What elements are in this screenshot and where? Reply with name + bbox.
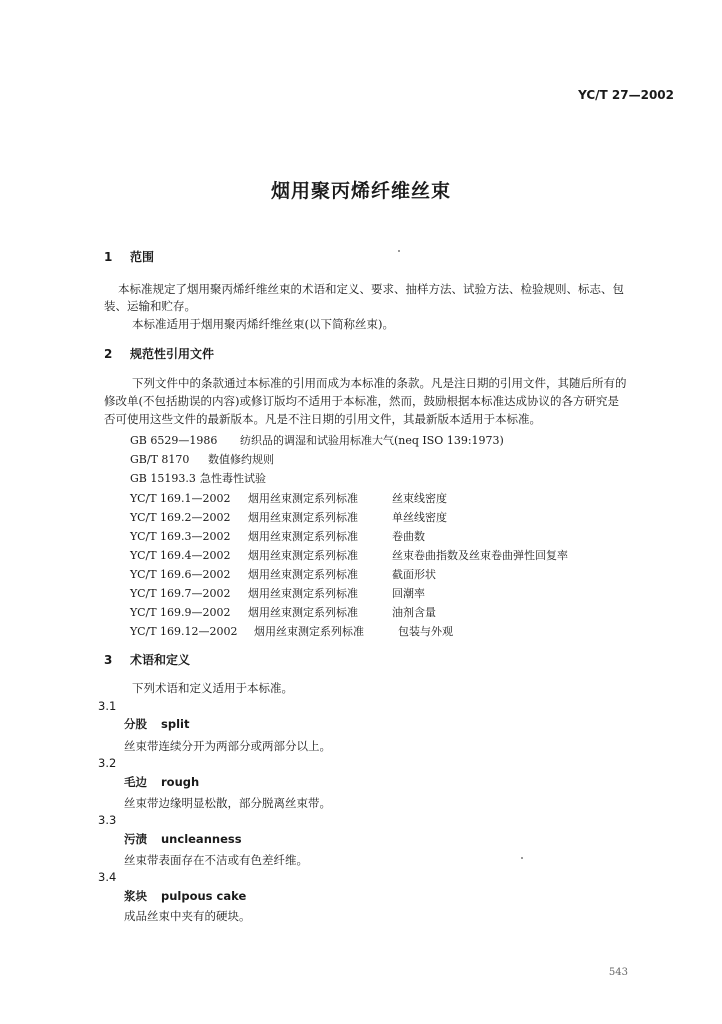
term-zh: 分股 bbox=[124, 717, 147, 731]
reference-code: YC/T 169.2—2002 bbox=[130, 511, 231, 524]
reference-code: YC/T 169.9—2002 bbox=[130, 606, 231, 619]
reference-title: 丝束卷曲指数及丝束卷曲弹性回复率 bbox=[392, 549, 568, 562]
section-title: 范围 bbox=[130, 250, 155, 264]
term-heading bbox=[124, 831, 242, 847]
reference-code: YC/T 169.3—2002 bbox=[130, 530, 231, 543]
scan-speck bbox=[398, 250, 400, 252]
term-number: 3.3 bbox=[98, 813, 117, 827]
reference-item bbox=[130, 604, 436, 620]
reference-code: YC/T 169.1—2002 bbox=[130, 492, 231, 505]
term-definition: 丝束带连续分开为两部分或两部分以上。 bbox=[124, 739, 331, 753]
section-number: 2 bbox=[104, 347, 113, 361]
term-definition: 丝束带表面存在不洁或有色差纤维。 bbox=[124, 853, 308, 867]
reference-code: GB/T 8170 bbox=[130, 453, 190, 466]
reference-series: 烟用丝束测定系列标准 bbox=[248, 587, 358, 600]
term-number: 3.2 bbox=[98, 756, 117, 770]
reference-title: 急性毒性试验 bbox=[200, 472, 266, 485]
s2-para-line3: 否可使用这些文件的最新版本。凡是不注日期的引用文件，其最新版本适用于本标准。 bbox=[104, 412, 541, 426]
term-number: 3.1 bbox=[98, 699, 117, 713]
reference-series: 烟用丝束测定系列标准 bbox=[248, 492, 358, 505]
reference-item bbox=[130, 528, 425, 544]
term-definition: 成品丝束中夹有的硬块。 bbox=[124, 909, 251, 923]
standard-code: YC/T 27—2002 bbox=[578, 88, 674, 102]
section-title: 术语和定义 bbox=[130, 653, 191, 667]
reference-item bbox=[130, 470, 266, 486]
reference-code: YC/T 169.7—2002 bbox=[130, 587, 231, 600]
section-1-heading bbox=[104, 248, 154, 265]
reference-code: YC/T 169.12—2002 bbox=[130, 625, 238, 638]
s3-intro: 下列术语和定义适用于本标准。 bbox=[132, 681, 293, 695]
reference-item bbox=[130, 509, 447, 525]
s2-para-line1: 下列文件中的条款通过本标准的引用而成为本标准的条款。凡是注日期的引用文件，其随后所有的 bbox=[132, 376, 627, 390]
term-zh: 污渍 bbox=[124, 832, 147, 846]
scan-speck bbox=[521, 857, 523, 859]
reference-item bbox=[130, 585, 425, 601]
reference-title: 数值修约规则 bbox=[208, 453, 274, 466]
reference-series: 烟用丝束测定系列标准 bbox=[248, 511, 358, 524]
reference-title: 回潮率 bbox=[392, 587, 425, 600]
term-heading bbox=[124, 774, 199, 790]
reference-series: 烟用丝束测定系列标准 bbox=[254, 625, 364, 638]
term-en: uncleanness bbox=[161, 832, 242, 846]
reference-title: 截面形状 bbox=[392, 568, 436, 581]
s1-para1-line1: 本标准规定了烟用聚丙烯纤维丝束的术语和定义、要求、抽样方法、试验方法、检验规则、标志、包 bbox=[118, 282, 624, 296]
reference-title: 卷曲数 bbox=[392, 530, 425, 543]
reference-series: 烟用丝束测定系列标准 bbox=[248, 549, 358, 562]
reference-code: YC/T 169.4—2002 bbox=[130, 549, 231, 562]
reference-title: 单丝线密度 bbox=[392, 511, 447, 524]
term-definition: 丝束带边缘明显松散，部分脱离丝束带。 bbox=[124, 796, 331, 810]
page-number: 543 bbox=[608, 967, 628, 978]
term-heading bbox=[124, 716, 189, 732]
term-zh: 毛边 bbox=[124, 775, 147, 789]
section-3-heading bbox=[104, 651, 190, 668]
reference-series: 烟用丝束测定系列标准 bbox=[248, 530, 358, 543]
reference-title: 纺织品的调湿和试验用标准大气(neq ISO 139:1973) bbox=[240, 434, 504, 447]
term-zh: 浆块 bbox=[124, 889, 147, 903]
reference-item bbox=[130, 490, 447, 506]
section-number: 3 bbox=[104, 653, 113, 667]
reference-code: GB 6529—1986 bbox=[130, 434, 218, 447]
reference-code: YC/T 169.6—2002 bbox=[130, 568, 231, 581]
term-en: rough bbox=[161, 775, 200, 789]
document-title: 烟用聚丙烯纤维丝束 bbox=[270, 180, 451, 202]
reference-title: 丝束线密度 bbox=[392, 492, 447, 505]
term-number: 3.4 bbox=[98, 870, 117, 884]
reference-title: 包装与外观 bbox=[398, 625, 453, 638]
section-title: 规范性引用文件 bbox=[130, 347, 215, 361]
reference-item bbox=[130, 547, 568, 563]
reference-item bbox=[130, 451, 274, 467]
term-en: pulpous cake bbox=[161, 889, 247, 903]
s2-para-line2: 修改单(不包括勘误的内容)或修订版均不适用于本标准，然而，鼓励根据本标准达成协议的各方研究是 bbox=[104, 394, 619, 408]
term-en: split bbox=[161, 717, 190, 731]
reference-item bbox=[130, 566, 436, 582]
reference-title: 油剂含量 bbox=[392, 606, 436, 619]
reference-series: 烟用丝束测定系列标准 bbox=[248, 606, 358, 619]
section-number: 1 bbox=[104, 250, 113, 264]
reference-code: GB 15193.3 bbox=[130, 472, 196, 485]
term-heading bbox=[124, 888, 246, 904]
reference-item bbox=[130, 623, 453, 639]
reference-series: 烟用丝束测定系列标准 bbox=[248, 568, 358, 581]
section-2-heading bbox=[104, 345, 214, 362]
s1-para2: 本标准适用于烟用聚丙烯纤维丝束(以下简称丝束)。 bbox=[132, 317, 394, 331]
reference-item bbox=[130, 432, 504, 448]
s1-para1-line2: 装、运输和贮存。 bbox=[104, 299, 196, 313]
